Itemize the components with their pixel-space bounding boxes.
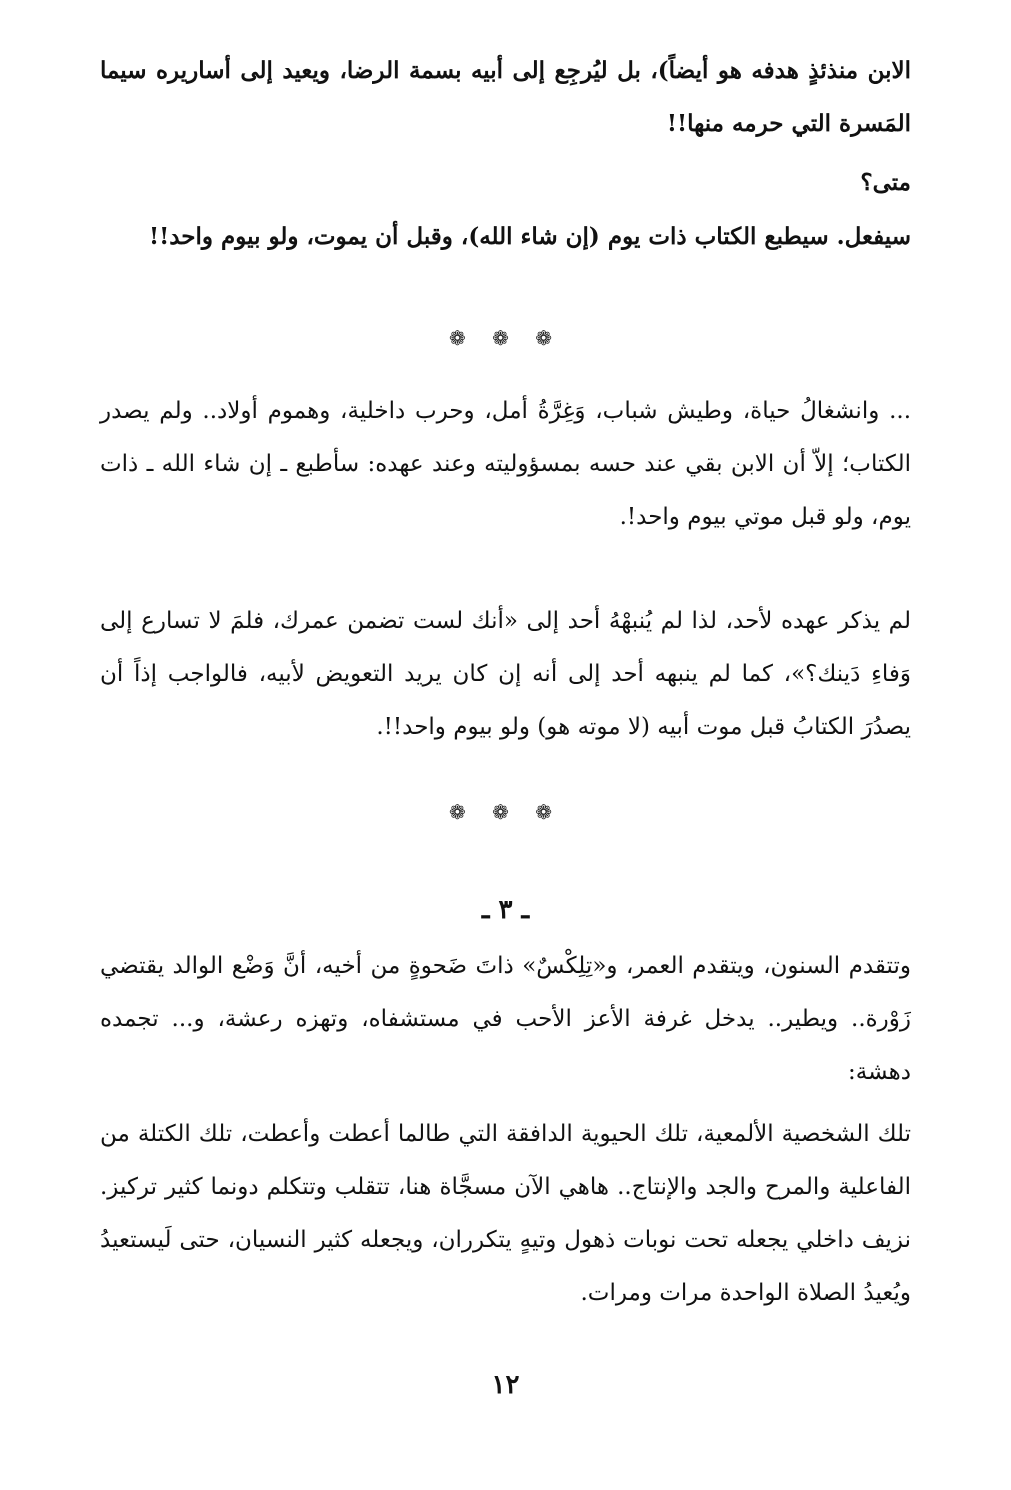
section-number: ـ ٣ ـ [481, 895, 530, 925]
paragraph-promise: سيفعل. سيطبع الكتاب ذات يوم (إن شاء الله)، وقبل أن يموت، ولو بيوم واحد!! [149, 223, 911, 250]
paragraph-question: متى؟ [860, 169, 911, 196]
paragraph-hospital: تلك الشخصية الألمعية، تلك الحيوية الدافقة التي طالما أعطت وأعطت، تلك الكتلة من الفاعلية والمرح والجد والإنتاج.. هاهي الآن مسجَّاة هنا، تتقلب وتتكلم دونما كثير تركيز. نزيف داخلي يجعله تحت نوبات ذهول وتيهٍ يتكرران، ويجعله كثير النسيان، حتى لَيستعيدُ ويُعيدُ الصلاة الواحدة مرات ومرات. [100, 1121, 911, 1306]
paragraph-life-busy: ... وانشغالُ حياة، وطيش شباب، وَغِرَّةُ أمل، وحرب داخلية، وهموم أولاد.. ولم يصدر الكتاب؛ إلاّ أن الابن بقي عند حسه بمسؤوليته وعند عهده: سأطبع ـ إن شاء الله ـ ذات يوم، ولو قبل موتي بيوم واحد!. [100, 398, 911, 530]
paragraph-telex: وتتقدم السنون، ويتقدم العمر، و«تِلِكْسٌ» ذاتَ ضَحوةٍ من أخيه، أنَّ وَضْع الوالد يقتضي زَوْرة.. ويطير.. يدخل غرفة الأعز الأحب في مستشفاه، وتهزه رعشة، و... تجمده دهشة: [100, 953, 911, 1085]
ornament-divider: ❁ ❁ ❁ [449, 800, 562, 824]
paragraph-vow: لم يذكر عهده لأحد، لذا لم يُنبهْهُ أحد إلى «أنك لست تضمن عمرك، فلمَ لا تسارع إلى وَفاءِ دَينك؟»، كما لم ينبهه أحد إلى أنه إن كان يريد التعويض لأبيه، فالواجب إذاً أن يصدُرَ الكتابُ قبل موت أبيه (لا موته هو) ولو بيوم واحد!!. [100, 608, 911, 740]
ornament-divider: ❁ ❁ ❁ [449, 326, 562, 350]
paragraph-continuation: الابن منذئذٍ هدفه هو أيضاً)، بل ليُرجِع إلى أبيه بسمة الرضا، ويعيد إلى أساريره سيما المَسرة التي حرمه منها!! [100, 57, 911, 137]
book-page [100, 0, 911, 1490]
page-number: ١٢ [491, 1370, 520, 1400]
